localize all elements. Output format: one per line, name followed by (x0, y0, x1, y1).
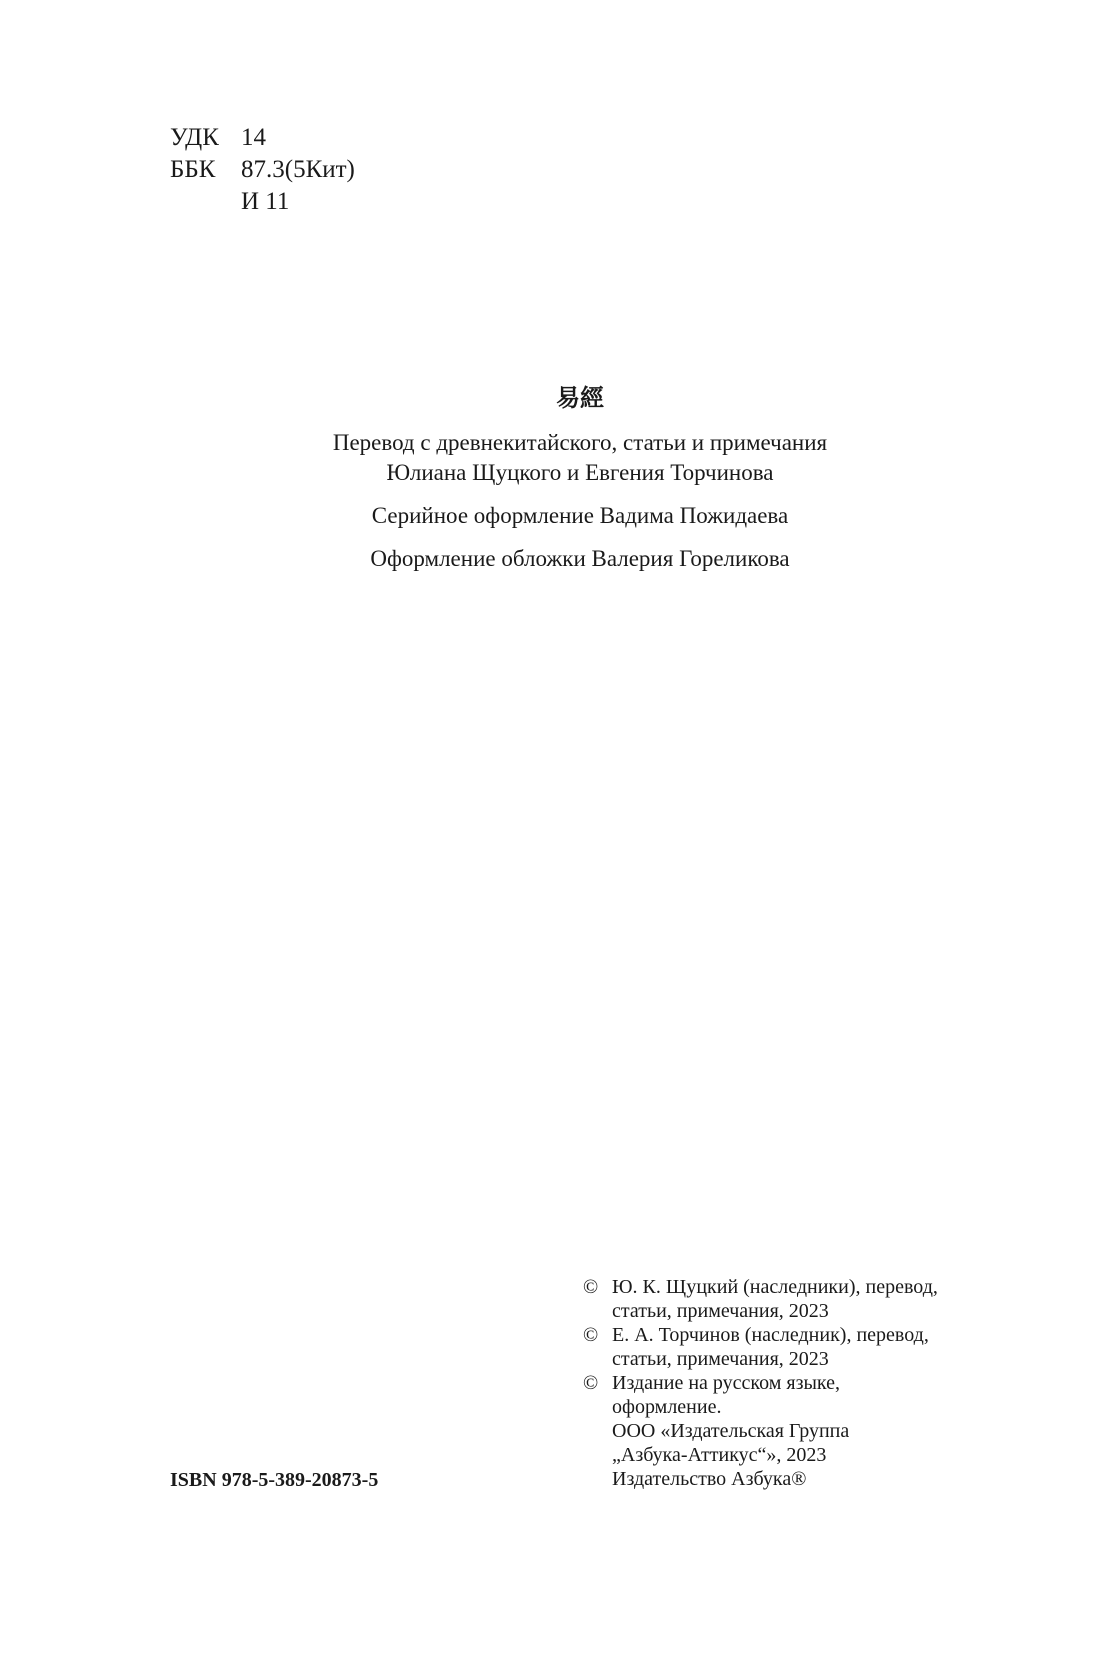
translation-credit-line1: Перевод с древнекитайского, статьи и примечания (332, 430, 828, 455)
title-block (0, 382, 1100, 574)
cover-design-credit: Оформление обложки Валерия Гореликова (370, 546, 790, 571)
udk-value: 14 (241, 124, 266, 151)
chinese-title: 易經 (556, 384, 604, 412)
isbn: ISBN 978-5-389-20873-5 (170, 1469, 379, 1491)
copyright-line: Е. А. Торчинов (наследник), перевод, (612, 1324, 929, 1346)
copyright-line: статьи, примечания, 2023 (612, 1348, 829, 1370)
series-design-credit: Серийное оформление Вадима Пожидаева (371, 503, 789, 528)
copyright-icon: © (583, 1324, 599, 1346)
copyright-line: Издание на русском языке, (612, 1372, 840, 1394)
copyright-block (583, 1275, 938, 1491)
copyright-line: статьи, примечания, 2023 (612, 1300, 829, 1322)
copyright-icon: © (583, 1372, 599, 1394)
copyright-line: „Азбука-Аттикус“», 2023 (612, 1444, 827, 1466)
bbk-row (170, 154, 355, 186)
author-mark-row (170, 186, 355, 218)
copyright-line: Издательство Азбука® (612, 1468, 807, 1490)
bbk-value: 87.3(5Кит) (241, 156, 355, 183)
copyright-entry (583, 1323, 938, 1371)
classification-block (170, 122, 355, 218)
udk-row (170, 122, 355, 154)
copyright-line: Ю. К. Щуцкий (наследники), перевод, (612, 1276, 938, 1298)
author-mark: И 11 (241, 188, 290, 215)
copyright-line: оформление. (612, 1396, 722, 1418)
copyright-entry (583, 1371, 938, 1491)
translation-credit-line2: Юлиана Щуцкого и Евгения Торчинова (386, 460, 774, 485)
copyright-icon: © (583, 1276, 599, 1298)
copyright-line: ООО «Издательская Группа (612, 1420, 850, 1442)
copyright-entry (583, 1275, 938, 1323)
udk-label: УДК (170, 124, 219, 151)
bbk-label: ББК (170, 156, 216, 183)
